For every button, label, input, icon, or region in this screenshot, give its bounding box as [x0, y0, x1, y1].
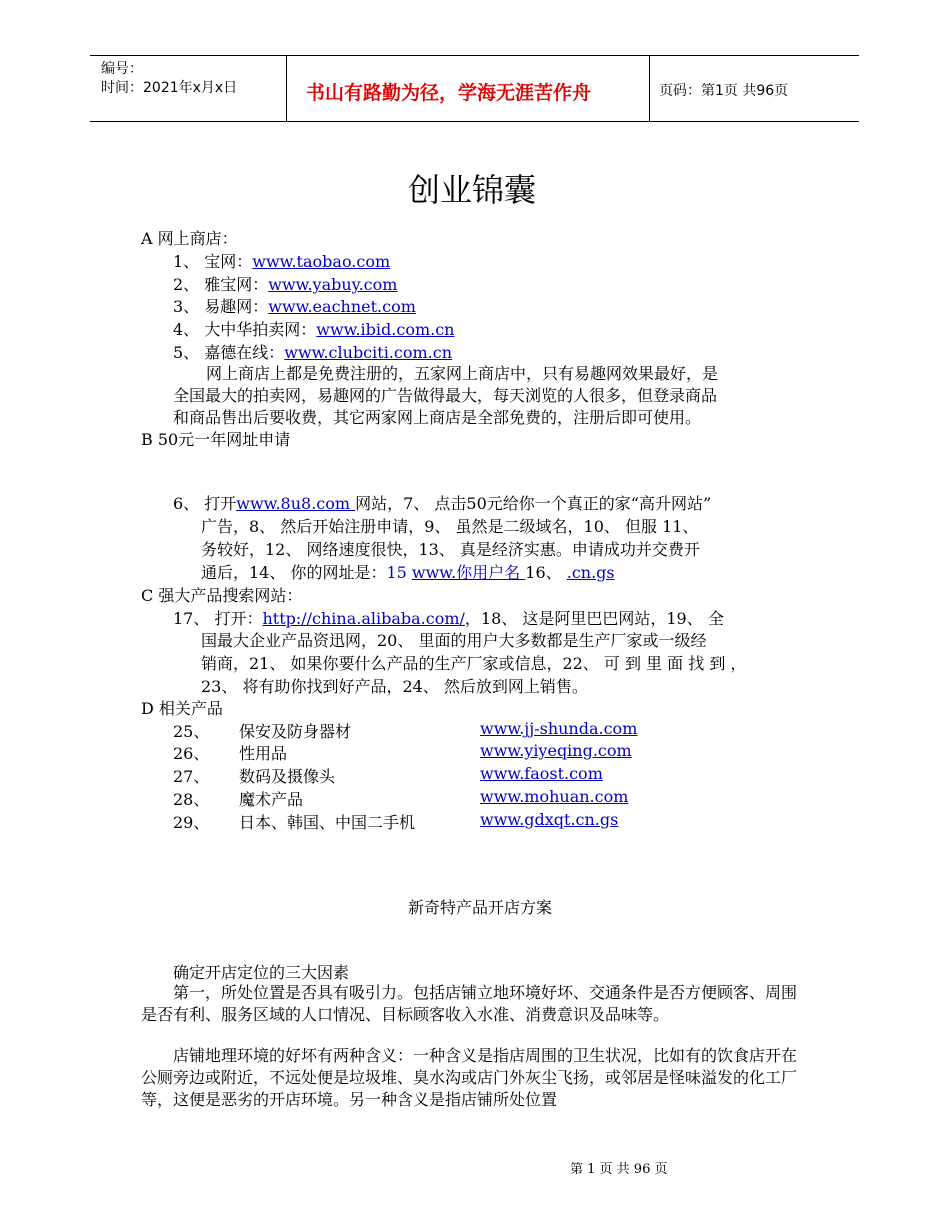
header-page-info: 页码：第1页 共96页 — [659, 83, 789, 99]
clubciti-link[interactable]: www.clubciti.com.cn — [284, 343, 453, 362]
list-item — [173, 249, 390, 272]
text: ，18、 这是阿里巴巴网站，19、 全 — [464, 609, 724, 628]
plan-paragraph-2 — [141, 1045, 811, 1111]
row-link[interactable]: www.jj-shunda.com — [480, 719, 638, 738]
plan-subtitle: 确定开店定位的三大因素 — [173, 963, 350, 982]
section-b-heading: B 50元一年网址申请 — [141, 430, 291, 449]
row-link[interactable]: www.gdxqt.cn.gs — [480, 810, 619, 829]
section-d-heading: D 相关产品 — [141, 699, 223, 718]
list-item — [173, 272, 397, 295]
8u8-link[interactable]: www.8u8.com — [236, 494, 356, 513]
cn-gs-link[interactable]: .cn.gs — [566, 563, 615, 582]
header-number-label: 编号： — [101, 61, 143, 77]
taobao-link[interactable]: www.taobao.com — [252, 252, 391, 271]
plan-title: 新奇特产品开店方案 — [408, 898, 553, 917]
list-item-label: 4、 大中华拍卖网： — [173, 320, 317, 339]
header-bottom-rule — [90, 121, 859, 122]
section-b-line-2: 广告，8、 然后开始注册申请，9、 虽然是二级域名，10、 但服 11、 — [201, 517, 699, 536]
row-num: 26、 — [173, 744, 210, 763]
row-name: 日本、韩国、中国二手机 — [239, 813, 416, 832]
row-name: 魔术产品 — [239, 790, 304, 809]
section-c-line-3: 销商，21、 如果你要什么产品的生产厂家或信息，22、 可 到 里 面 找 到 ， — [201, 654, 747, 673]
yabuy-link[interactable]: www.yabuy.com — [268, 275, 398, 294]
ibid-link[interactable]: www.ibid.com.cn — [316, 320, 455, 339]
section-a-heading: A 网上商店： — [141, 229, 238, 248]
section-a-para-line-3: 和商品售出后要收费，其它两家网上商店是全部免费的，注册后即可使用。 — [173, 408, 702, 427]
row-link[interactable]: www.yiyeqing.com — [480, 741, 632, 760]
eachnet-link[interactable]: www.eachnet.com — [268, 297, 416, 316]
header-divider-left — [286, 55, 287, 121]
row-name: 保安及防身器材 — [239, 722, 352, 741]
text: 16、 — [525, 563, 567, 582]
row-link[interactable]: www.mohuan.com — [480, 787, 629, 806]
list-item-label: 1、 宝网： — [173, 252, 253, 271]
section-b-line-3: 务较好，12、 网络速度很快，13、 真是经济实惠。申请成功并交费开 — [201, 540, 700, 559]
section-c-line-2: 国最大企业产品资迅网，20、 里面的用户大多数都是生产厂家或一级经 — [201, 631, 707, 650]
paragraph-text: 店铺地理环境的好坏有两种含义：一种含义是指店周围的卫生状况，比如有的饮食店开在公厕旁边或附近，不远处便是垃圾堆、臭水沟或店门外灰尘飞扬，或邻居是怪味溢发的化工厂等，这便是恶劣的开店环境。另一种含义是指店铺所处位置 — [141, 1046, 798, 1109]
text: 6、 打开 — [173, 494, 237, 513]
list-item-label: 5、 嘉德在线： — [173, 343, 285, 362]
text: 15 — [386, 563, 412, 582]
list-item — [173, 317, 454, 340]
row-link[interactable]: www.faost.com — [480, 764, 603, 783]
section-c-line-1 — [173, 606, 724, 629]
row-name: 数码及摄像头 — [239, 767, 336, 786]
row-num: 25、 — [173, 722, 210, 741]
header-top-rule — [90, 55, 859, 56]
page-title: 创业锦囊 — [408, 171, 537, 209]
username-link[interactable]: www.你用户名 — [411, 563, 526, 582]
text: 17、 打开： — [173, 609, 263, 628]
row-name: 性用品 — [239, 744, 288, 763]
page-footer: 第 1 页 共 96 页 — [570, 1162, 668, 1177]
section-b-line-4 — [201, 560, 615, 583]
list-item-label: 3、 易趣网： — [173, 297, 269, 316]
alibaba-link[interactable]: http://china.alibaba.com/ — [262, 609, 465, 628]
section-c-heading: C 强大产品搜索网站： — [141, 586, 303, 605]
plan-paragraph-1 — [141, 982, 811, 1026]
text: 通后，14、 你的网址是： — [201, 563, 387, 582]
list-item — [173, 340, 452, 363]
row-num: 28、 — [173, 790, 210, 809]
header-time-label: 时间：2021年x月x日 — [101, 80, 238, 96]
row-num: 27、 — [173, 767, 210, 786]
list-item-label: 2、 雅宝网： — [173, 275, 269, 294]
section-a-para-line-1: 网上商店上都是免费注册的，五家网上商店中，只有易趣网效果最好，是 — [206, 364, 719, 383]
row-num: 29、 — [173, 813, 210, 832]
paragraph-text: 第一，所处位置是否具有吸引力。包括店铺立地环境好坏、交通条件是否方便顾客、周围是否有利、服务区域的人口情况、目标顾客收入水准、消费意识及品味等。 — [141, 983, 798, 1024]
header-motto: 书山有路勤为径，学海无涯苦作舟 — [306, 82, 592, 104]
list-item — [173, 294, 416, 317]
header-divider-right — [649, 55, 650, 121]
text: 网站，7、 点击50元给你一个真正的家“高升网站” — [355, 494, 712, 513]
section-b-line-1 — [173, 491, 711, 514]
section-c-line-4: 23、 将有助你找到好产品，24、 然后放到网上销售。 — [201, 677, 588, 696]
section-a-para-line-2: 全国最大的拍卖网，易趣网的广告做得最大，每天浏览的人很多，但登录商品 — [173, 386, 718, 405]
